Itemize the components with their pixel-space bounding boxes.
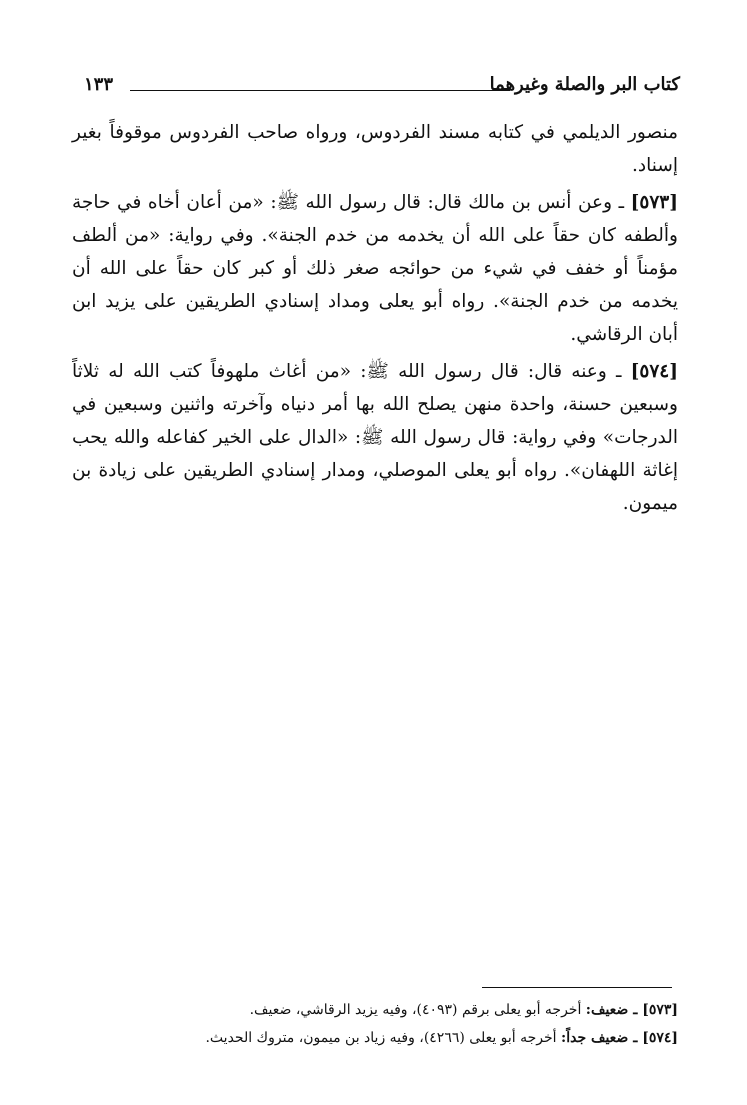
header-rule [130,90,510,91]
footnote-573-text: أخرجه أبو يعلى برقم (٤٠٩٣)، وفيه يزيد الرقاشي، ضعيف. [249,1002,586,1018]
hadith-574-number: [٥٧٤] [630,361,678,382]
footnote-574-label: ـ ضعيف جداً: [561,1030,643,1046]
page-header [84,74,680,104]
footnote-574 [100,1024,678,1052]
footnote-574-number: [٥٧٤] [642,1030,678,1046]
footnote-573 [100,996,678,1024]
footnote-573-number: [٥٧٣] [642,1002,678,1018]
footnotes [100,996,678,1052]
hadith-573-paragraph [72,186,678,351]
hadith-573-number: [٥٧٣] [630,192,678,213]
running-title: كتاب البر والصلة وغيرهما [489,74,680,95]
hadith-574-paragraph [72,355,678,520]
page-number: ١٣٣ [84,74,114,95]
main-text [72,116,678,520]
footnote-rule [482,987,672,988]
hadith-573-text: ـ وعن أنس بن مالك قال: قال رسول الله ﷺ: «من أعان أخاه في حاجة وألطفه كان حقاً على الله أن يخدمه من خدم الجنة». وفي رواية: «من ألطف مؤمناً أو خفف في شيء من حوائجه صغر ذلك أو كبر كان حقاً على الله أن يخدمه من خدم الجنة». رواه أبو يعلى ومداد إسنادي الطريقين على يزيد ابن أبان الرقاشي. [72,192,678,345]
footnote-574-text: أخرجه أبو يعلى (٤٢٦٦)، وفيه زياد بن ميمون، متروك الحديث. [205,1030,562,1046]
intro-paragraph: منصور الديلمي في كتابه مسند الفردوس، ورواه صاحب الفردوس موقوفاً بغير إسناد. [72,122,678,176]
hadith-574-text: ـ وعنه قال: قال رسول الله ﷺ: «من أغاث ملهوفاً كتب الله له ثلاثاً وسبعين حسنة، واحدة منهن يصلح الله بها أمر دنياه وآخرته واثنين وسبعين في الدرجات» وفي رواية: قال رسول الله ﷺ: «الدال على الخير كفاعله والله يحب إغاثة اللهفان». رواه أبو يعلى الموصلي، ومدار إسنادي الطريقين على زيادة بن ميمون. [72,361,678,514]
footnote-573-label: ـ ضعيف: [585,1002,643,1018]
